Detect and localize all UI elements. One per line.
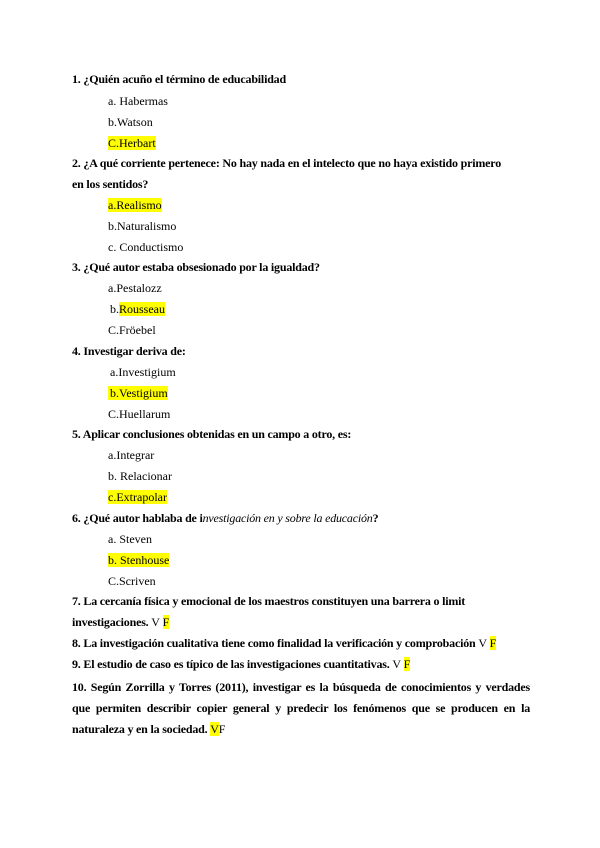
question-2-line2: en los sentidos? bbox=[72, 177, 149, 191]
question-9-text: 9. El estudio de caso es típico de las investigaciones cuantitativas. bbox=[72, 657, 390, 671]
q6-option-b-highlighted: b. Stenhouse bbox=[108, 553, 170, 567]
q1-option-c-highlighted: C.Herbart bbox=[108, 136, 156, 150]
question-5: 5. Aplicar conclusiones obtenidas en un campo a otro, es: bbox=[72, 427, 352, 441]
q4-option-b-highlighted: b.Vestigium bbox=[110, 386, 168, 400]
question-3: 3. ¿Qué autor estaba obsesionado por la igualdad? bbox=[72, 260, 320, 274]
q6-option-a: a. Steven bbox=[108, 532, 152, 546]
q3-option-b bbox=[110, 302, 165, 317]
q7-false-option-highlighted: F bbox=[162, 615, 170, 629]
question-10-text: 10. Según Zorrilla y Torres (2011), investigar es la búsqueda de conocimientos y verdades que permiten describir copier general y predecir los fenómenos que se producen en la naturaleza y en la sociedad. bbox=[72, 680, 530, 736]
question-9 bbox=[72, 657, 410, 672]
q5-option-c-highlighted: c.Extrapolar bbox=[108, 490, 167, 504]
question-6-italic: nvestigación en y sobre la educación bbox=[202, 511, 373, 525]
question-7-text: investigaciones. bbox=[72, 615, 149, 629]
q4-option-c: C.Huellarum bbox=[108, 407, 171, 421]
question-6-prefix: 6. ¿Qué autor hablaba de i bbox=[72, 511, 203, 525]
q2-option-b: b.Naturalismo bbox=[108, 219, 177, 233]
q4-option-a: a.Investigium bbox=[110, 365, 176, 379]
q8-true-option: V bbox=[478, 636, 487, 650]
question-7-line2 bbox=[72, 615, 169, 630]
q6-option-c: C.Scriven bbox=[108, 574, 156, 588]
q1-option-a: a. Habermas bbox=[108, 94, 168, 108]
q2-option-c: c. Conductismo bbox=[108, 240, 184, 254]
question-6-suffix: ? bbox=[372, 511, 379, 525]
question-4: 4. Investigar deriva de: bbox=[72, 344, 186, 358]
q8-false-option-highlighted: F bbox=[489, 636, 497, 650]
question-10 bbox=[72, 677, 530, 740]
q5-option-a: a.Integrar bbox=[108, 448, 155, 462]
q10-false-option: F bbox=[218, 722, 226, 736]
q2-option-a-highlighted: a.Realismo bbox=[108, 198, 162, 212]
q3-option-c: C.Fröebel bbox=[108, 323, 156, 337]
q3-option-b-highlighted: Rousseau bbox=[119, 302, 165, 316]
question-1: 1. ¿Quién acuño el término de educabilidad bbox=[72, 72, 286, 86]
q3-option-b-prefix: b. bbox=[110, 302, 119, 316]
question-6 bbox=[72, 511, 378, 526]
question-8-text: 8. La investigación cualitativa tiene como finalidad la verificación y comprobación bbox=[72, 636, 476, 650]
q10-true-option-highlighted: V bbox=[210, 722, 219, 736]
q9-false-option-highlighted: F bbox=[403, 657, 411, 671]
q5-option-b: b. Relacionar bbox=[108, 469, 172, 483]
question-2-line1: 2. ¿A qué corriente pertenece: No hay nada en el intelecto que no haya existido primero bbox=[72, 156, 501, 170]
question-7-line1: 7. La cercanía física y emocional de los maestros constituyen una barrera o limit bbox=[72, 594, 466, 608]
q7-true-option: V bbox=[151, 615, 160, 629]
question-8 bbox=[72, 636, 496, 651]
q9-true-option: V bbox=[392, 657, 401, 671]
q1-option-b: b.Watson bbox=[108, 115, 153, 129]
q3-option-a: a.Pestalozz bbox=[108, 281, 162, 295]
